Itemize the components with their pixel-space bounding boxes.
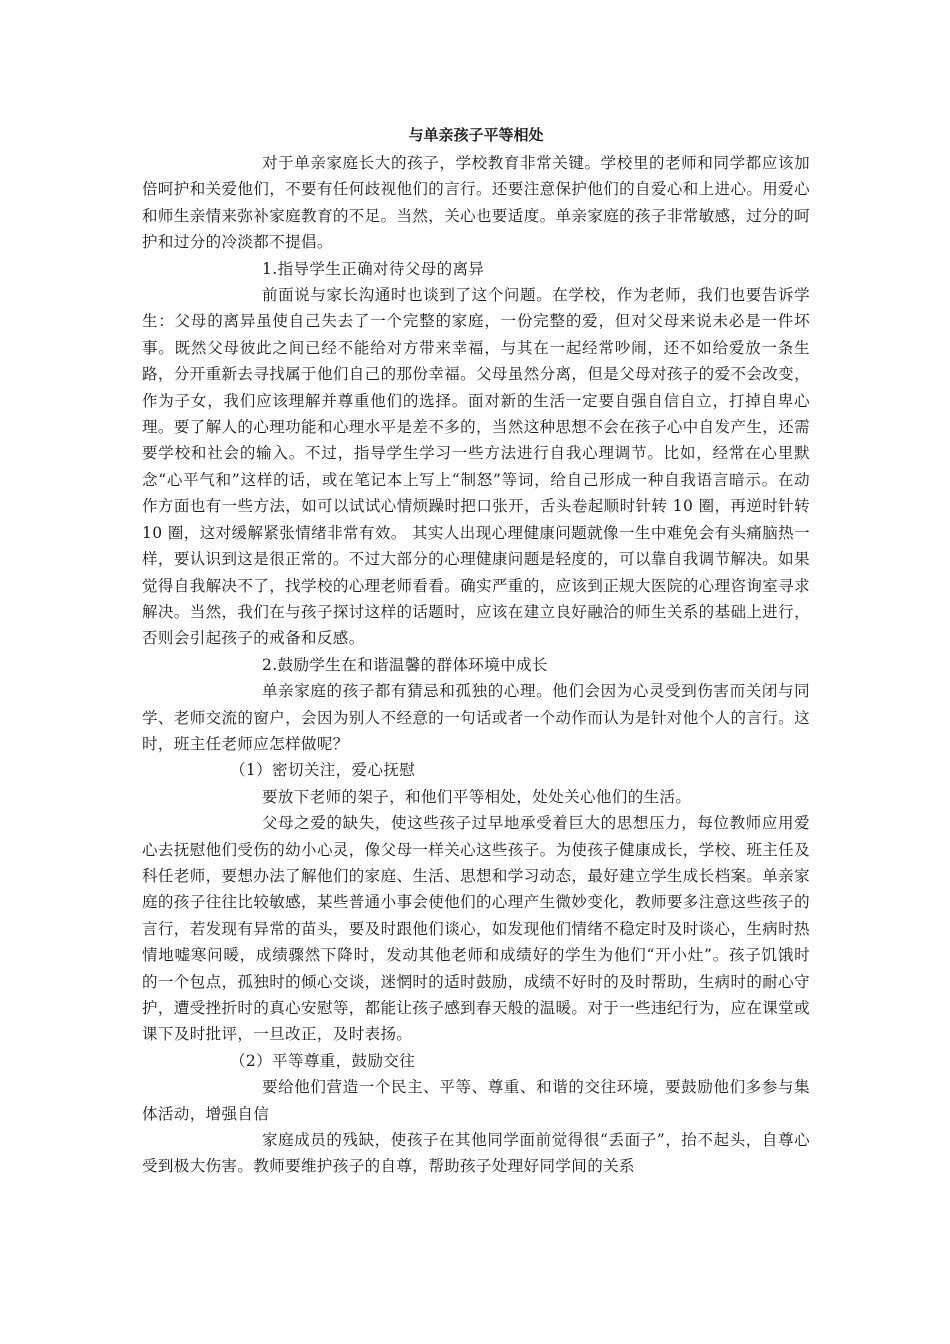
document-title: 与单亲孩子平等相处 (408, 126, 544, 144)
subsection-heading-2: （2）平等尊重，鼓励交往 (230, 1051, 416, 1070)
section-heading-2: 2.鼓励学生在和谐温馨的群体环境中成长 (262, 655, 548, 674)
subsection-2-paragraph-a: 要给他们营造一个民主、平等、尊重、和谐的交往环境，要鼓励他们多参与集体活动，增强自信 (142, 1078, 810, 1123)
subsection-2-paragraph-b: 家庭成员的残缺，使孩子在其他同学面前觉得很“丢面子”，抬不起头，自尊心受到极大伤害。教师要维护孩子的自尊，帮助孩子处理好同学间的关系 (142, 1131, 810, 1176)
subsection-1-paragraph-a: 要放下老师的架子，和他们平等相处，处处关心他们的生活。 (262, 787, 692, 806)
subsection-1-paragraph-b: 父母之爱的缺失，使这些孩子过早地承受着巨大的思想压力，每位教师应用爱心去抚慰他们受伤的幼小心灵，像父母一样关心这些孩子。为使孩子健康成长，学校、班主任及科任老师，要想办法了解他们的家庭、生活、思想和学习动态，最好建立学生成长档案。单亲家庭的孩子往往比较敏感，某些普通小事会使他们的心理产生微妙变化，教师要多注意这些孩子的言行，若发现有异常的苗头，要及时跟他们谈心，如发现他们情绪不稳定时及时谈心，生病时热情地嘘寒问暖，成绩骤然下降时，发动其他老师和成绩好的学生为他们“开小灶”。孩子饥饿时的一个包点，孤独时的倾心交谈，迷惘时的适时鼓励，成绩不好时的及时帮助，生病时的耐心守护，遭受挫折时的真心安慰等，都能让孩子感到春天般的温暖。对于一些违纪行为，应在课堂或课下及时批评，一旦改正，及时表扬。 (142, 814, 810, 1044)
section-1-paragraph: 前面说与家长沟通时也谈到了这个问题。在学校，作为老师，我们也要告诉学生：父母的离异虽使自己失去了一个完整的家庭，一份完整的爱，但对父母来说未必是一件坏事。既然父母彼此之间已经不能给对方带来幸福，与其在一起经常吵闹，还不如给爱放一条生路，分开重新去寻找属于他们自己的那份幸福。父母虽然分离，但是父母对孩子的爱不会改变，作为子女，我们应该理解并尊重他们的选择。面对新的生活一定要自强自信自立，打掉自卑心理。要了解人的心理功能和心理水平是差不多的，当然这种思想不会在孩子心中自发产生，还需要学校和社会的输入。不过，指导学生学习一些方法进行自我心理调节。比如，经常在心里默念“心平气和”这样的话，或在笔记本上写上“制怒”等词，给自己形成一种自我语言暗示。在动作方面也有一些方法，如可以试试心情烦躁时把口张开，舌头卷起顺时针转 10 圈，再逆时针转 10 圈，这对缓解紧张情绪非常有效。 其实人出现心理健康问题就像一生中难免会有头痛脑热一样，要认识到这是很正常的。不过大部分的心理健康问题是轻度的，可以靠自我调节解决。如果觉得自我解决不了，找学校的心理老师看看。确实严重的，应该到正规大医院的心理咨询室寻求解决。当然，我们在与孩子探讨这样的话题时，应该在建立良好融洽的师生关系的基础上进行，否则会引起孩子的戒备和反感。 (142, 286, 810, 648)
section-heading-1: 1.指导学生正确对待父母的离异 (262, 259, 485, 278)
intro-paragraph: 对于单亲家庭长大的孩子，学校教育非常关键。学校里的老师和同学都应该加倍呵护和关爱他们，不要有任何歧视他们的言行。还要注意保护他们的自爱心和上进心。用爱心和师生亲情来弥补家庭教育的不足。当然，关心也要适度。单亲家庭的孩子非常敏感，过分的呵护和过分的冷淡都不提倡。 (142, 154, 810, 252)
subsection-heading-1: （1）密切关注，爱心抚慰 (230, 761, 416, 780)
document-page (142, 120, 810, 1180)
section-2-paragraph: 单亲家庭的孩子都有猜忌和孤独的心理。他们会因为心灵受到伤害而关闭与同学、老师交流的窗户，会因为别人不经意的一句话或者一个动作而认为是针对他个人的言行。这时，班主任老师应怎样做呢？ (142, 682, 810, 753)
